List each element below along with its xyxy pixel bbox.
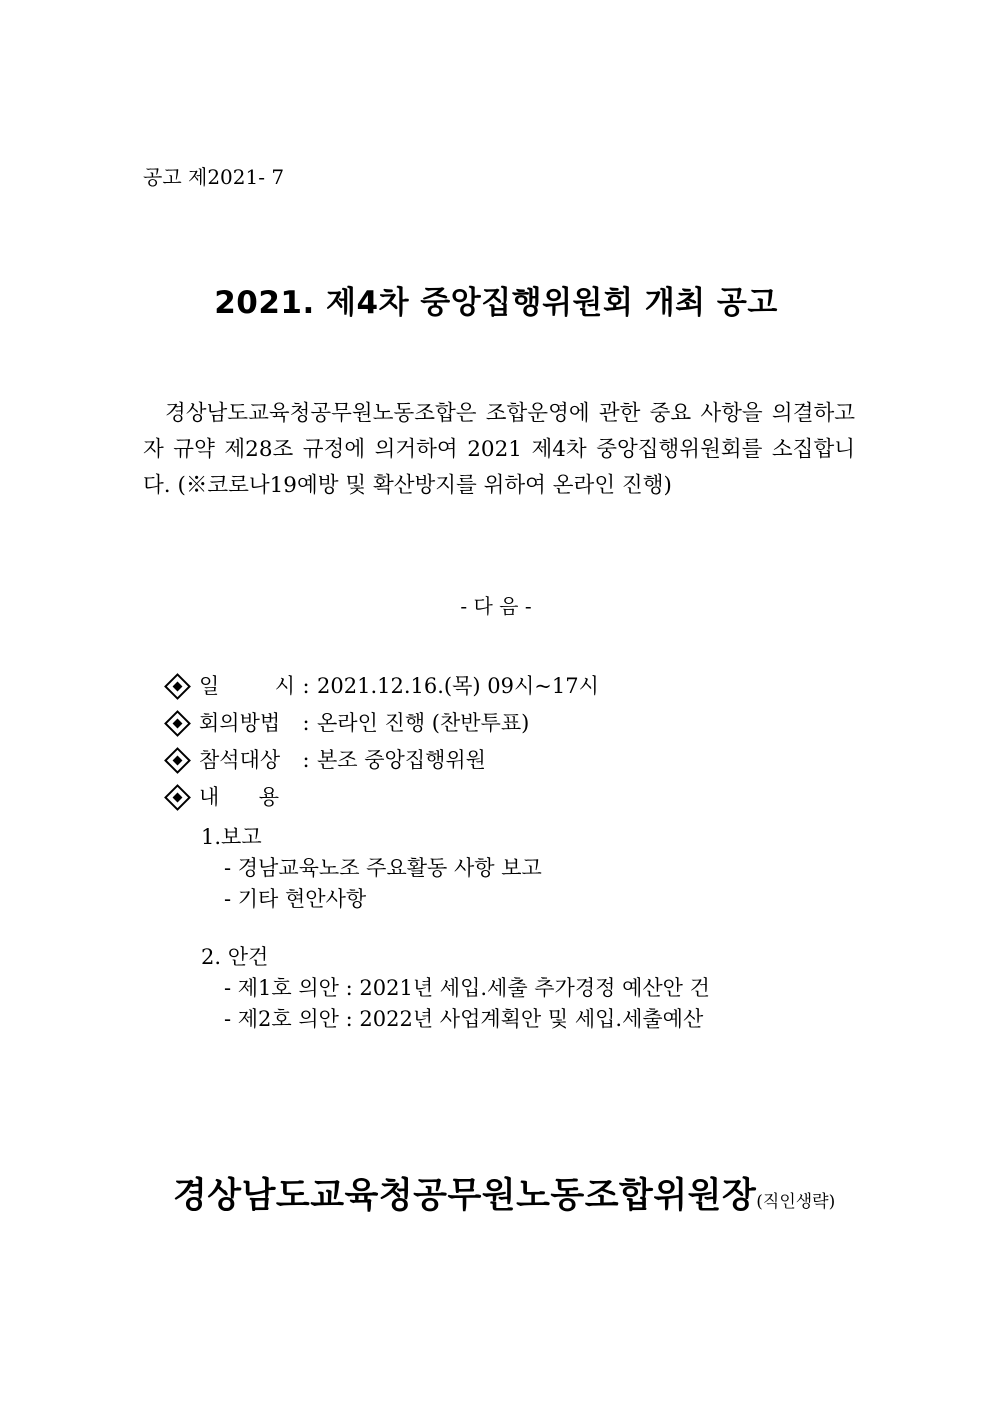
- detail-value: 2021.12.16.(목) 09시~17시: [317, 674, 599, 698]
- detail-item-datetime: [164, 668, 599, 705]
- detail-separator: :: [302, 748, 310, 772]
- diamond-bullet-icon: [164, 747, 191, 774]
- agenda-item: - 제1호 의안 : 2021년 세입.세출 추가경정 예산안 건: [224, 976, 710, 1000]
- intro-paragraph: 경상남도교육청공무원노동조합은 조합운영에 관한 중요 사항을 의결하고자 규약 제28조 규정에 의거하여 2021 제4차 중앙집행위원회를 소집합니다. (※코로나19예방 및 확산방지를 위하여 온라인 진행): [143, 401, 855, 498]
- agenda-heading: 2. 안건: [201, 945, 269, 969]
- detail-item-contents: [164, 779, 599, 816]
- report-section: [201, 822, 542, 915]
- detail-item-attendees: [164, 742, 599, 779]
- diamond-bullet-icon: [164, 710, 191, 737]
- notice-number: 공고 제2021- 7: [143, 165, 285, 189]
- meeting-details-list: [164, 668, 599, 816]
- agenda-section: [201, 942, 710, 1035]
- detail-item-method: [164, 705, 599, 742]
- detail-label: 내 용: [199, 785, 279, 809]
- detail-label: 회의방법: [199, 711, 281, 735]
- document-title: 2021. 제4차 중앙집행위원회 개최 공고: [214, 285, 778, 321]
- signature-name: 경상남도교육청공무원노동조합위원장: [173, 1175, 757, 1216]
- report-item: - 기타 현안사항: [224, 887, 367, 911]
- detail-value: 본조 중앙집행위원: [317, 748, 486, 772]
- diamond-bullet-icon: [164, 673, 191, 700]
- diamond-bullet-icon: [164, 784, 191, 811]
- detail-separator: :: [302, 711, 310, 735]
- detail-label: 일 시: [199, 674, 295, 698]
- report-item: - 경남교육노조 주요활동 사항 보고: [224, 856, 542, 880]
- signature-note: (직인생략): [756, 1192, 836, 1212]
- remarks-heading: - 다 음 -: [460, 594, 532, 618]
- detail-value: 온라인 진행 (찬반투표): [317, 711, 530, 735]
- signature-block: [173, 1168, 835, 1218]
- agenda-item: - 제2호 의안 : 2022년 사업계획안 및 세입.세출예산: [224, 1007, 704, 1031]
- report-heading: 1.보고: [201, 825, 262, 849]
- detail-separator: :: [302, 674, 310, 698]
- detail-label: 참석대상: [199, 748, 281, 772]
